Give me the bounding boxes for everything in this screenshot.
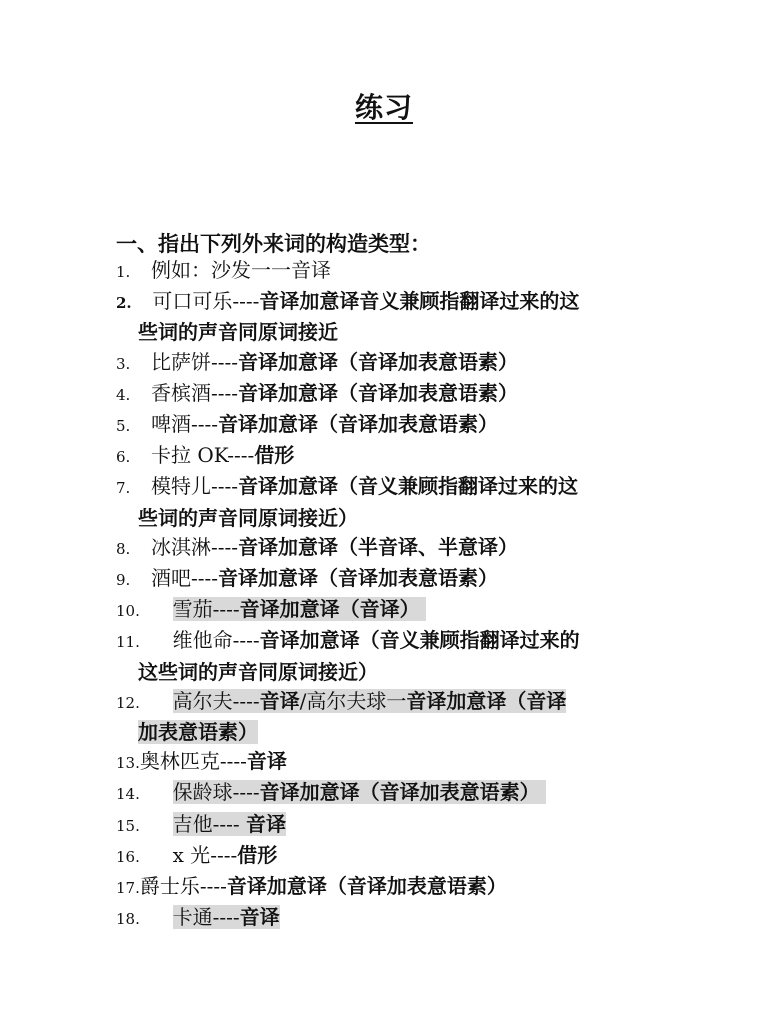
highlight: 卡通----音译 [172, 905, 280, 930]
list-item: 3. 比萨饼----音译加意译（音译加表意语素） [116, 349, 519, 374]
list-item: 16. x 光----借形 [116, 842, 278, 867]
highlight: 吉他---- 音译 [172, 811, 286, 836]
exercise-list [116, 256, 676, 934]
list-item: 1. 例如：沙发一一音译 [116, 258, 332, 282]
list-item: 6. 卡拉 OK----借形 [116, 443, 295, 468]
list-item: 18. 卡通----音译 [116, 905, 280, 930]
list-item: 10. 雪茄----音译加意译（音译） [116, 595, 676, 626]
list-item: 9. 酒吧----音译加意译（音译加表意语素） [116, 566, 499, 591]
highlight: 雪茄----音译加意译（音译） [173, 597, 426, 621]
list-item: 15. 吉他---- 音译 [116, 811, 286, 836]
list-item: 5. 啤酒----音译加意译（音译加表意语素） [116, 412, 499, 437]
list-item: 11. 维他命----音译加意译（音义兼顾指翻译过来的 这些词的声音同原词接近） [116, 628, 580, 684]
exercise-heading: 一、指出下列外来词的构造类型： [116, 231, 431, 256]
list-item: 17.爵士乐----音译加意译（音译加表意语素） [116, 874, 507, 899]
list-item: 7. 模特儿----音译加意译（音义兼顾指翻译过来的这 些词的声音同原词接近） [116, 474, 579, 530]
list-item: 8. 冰淇淋----音译加意译（半音译、半意译） [116, 534, 519, 559]
list-item: 12. 高尔夫----音译/高尔夫球一音译加意译（音译 加表意语素） [116, 688, 567, 745]
list-item: 4. 香槟酒----音译加意译（音译加表意语素） [116, 380, 519, 405]
list-item: 14. 保龄球----音译加意译（音译加表意语素） [116, 778, 676, 809]
page-title: 练习 [354, 91, 413, 124]
highlight: 高尔夫----音译/高尔夫球一音译加意译（音译 [172, 688, 567, 713]
list-item: 13.奥林匹克----音译 [116, 749, 287, 774]
highlight: 保龄球----音译加意译（音译加表意语素） [173, 780, 546, 804]
list-item: 2. 可口可乐----音译加意译音义兼顾指翻译过来的这 些词的声音同原词接近 [116, 289, 580, 345]
